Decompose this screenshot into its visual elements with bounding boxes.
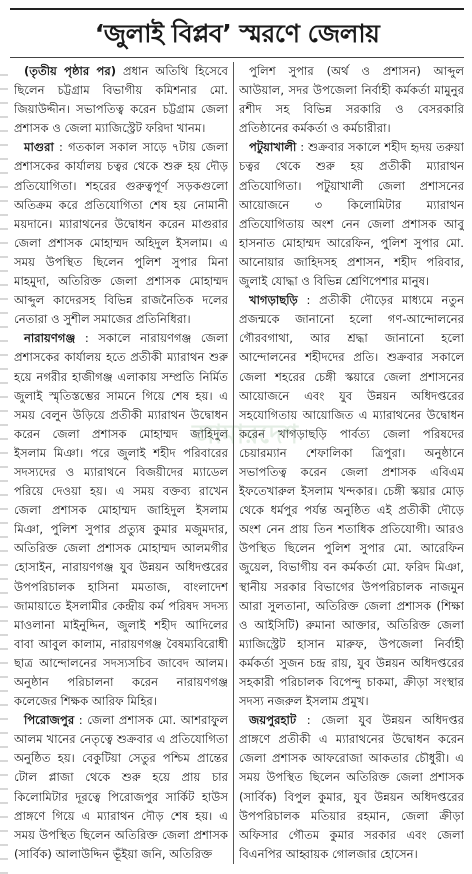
watermark-logo: আমারদেশ [191,420,299,450]
headline: ‘জুলাই বিপ্লব’ স্মরণে জেলায় [94,19,380,48]
article-column-left [14,62,228,870]
district-name: খাগড়াছড়ি [249,293,298,308]
paragraph-text: : প্রতীকী দৌড়ের মাধ্যমে নতুন প্রজন্মকে জানানো হলো গণ-আন্দোলনের গৌরবগাথা, আর শ্রদ্ধা জানানো হলো আন্দোলনের শহীদদের প্রতি। শুক্রবার সকালে জেলা শহরের চেঙ্গী স্কয়ারে জেলা প্রশাসনের আয়োজনে এবং যুব উন্নয়ন অধিদপ্তরের সহযোগিতায় আয়োজিত এ ম্যারাথনের উদ্বোধন করেন খাগড়াছড়ি পার্বত্য জেলা পরিষদের চেয়ারম্যান শেফালিকা ত্রিপুরা। অনুষ্ঠানে সভাপতিত্ব করেন জেলা প্রশাসক এবিএম ইফতেখারুল ইসলাম খন্দকার। চেঙ্গী স্কয়ার মোড় থেকে ধর্মপুর পর্যন্ত অনুষ্ঠিত এই প্রতীকী দৌড়ে অংশ নেন প্রায় তিন শতাধিক প্রতিযোগী। আরও উপস্থিত ছিলেন পুলিশ সুপার মো. আরেফিন জুয়েল, বিভাগীয় বন কর্মকর্তা মো. ফরিদ মিঞা, স্থানীয় সরকার বিভাগের উপপরিচালক নাজমুন আরা সুলতানা, অতিরিক্ত জেলা প্রশাসক (শিক্ষা ও আইসিটি) রুমানা আক্তার, অতিরিক্ত জেলা ম্যাজিস্ট্রেট হাসান মারুফ, উপজেলা নির্বাহী কর্মকর্তা সুজন চন্দ্র রায়, যুব উন্নয়ন অধিদপ্তরের সহকারী পরিচালক বিপেন্দু চাকমা, ক্রীড়া সংস্থার সদস্য নজরুল ইসলাম প্রমুখ। [239,293,464,709]
continued-paragraph [239,62,464,138]
continuation-paragraph [14,62,228,138]
continuation-reference: (তৃতীয় পৃষ্ঠার পর) [24,64,117,78]
paragraph-text: : গতকাল সকাল সাড়ে ৭টায় জেলা প্রশাসকের কার্যালয় চত্বর থেকে শুরু হয় দৌড় প্রতিযোগিতা। শহরের গুরুত্বপূর্ণ সড়কগুলো অতিক্রম করে প্রতিযোগিতা শেষ হয় নোমানী ময়দানে। ম্যারাথনের উদ্বোধন করেন মাগুরার জেলা প্রশাসক মোহাম্মদ অহিদুল ইসলাম। এ সময় উপস্থিত ছিলেন পুলিশ সুপার মিনা মাহমুদা, অতিরিক্ত জেলা প্রশাসক মোহাম্মদ আব্দুল কাদেরসহ বিভিন্ন রাজনৈতিক দলের নেতারা ও সুশীল সমাজের প্রতিনিধিরা। [14,140,228,327]
headline-rule [10,57,464,58]
paragraph-text: : জেলা প্রশাসক মো. আশরাফুল আলম খানের নেতৃত্বে শুক্রবার এ প্রতিযোগিতা অনুষ্ঠিত হয়। বেকুটিয়া সেতুর পশ্চিম প্রান্তের টোল প্লাজা থেকে শুরু হয়ে প্রায় চার কিলোমিটার দূরত্বে পিরোজপুর সার্কিট হাউস প্রাঙ্গণে গিয়ে এ ম্যারাথন দৌড় শেষ হয়। এ সময় উপস্থিত ছিলেন অতিরিক্ত জেলা প্রশাসক (সার্বিক) আলাউদ্দিন ভূঁইয়া জনি, অতিরিক্ত [14,713,228,861]
district-paragraph-magura [14,138,228,329]
district-name: পিরোজপুর [24,713,75,728]
paragraph-text: : সকালে নারায়ণগঞ্জ জেলা প্রশাসকের কার্যালয় হতে প্রতীকী ম্যারাথন শুরু হয়ে নগরীর হাজীগঞ্জ এলাকায় সম্প্রতি নির্মিত জুলাই স্মৃতিস্তম্ভের সামনে গিয়ে শেষ হয়। এ সময় বেলুন উড়িয়ে প্রতীকী ম্যারাথন উদ্বোধন করেন জেলা প্রশাসক মোহাম্মদ জাহিদুল ইসলাম মিঞা। পরে জুলাই শহীদ পরিবারের সদস্যদের ও ম্যারাথনে বিজয়ীদের ম্যাডেল পরিয়ে দেওয়া হয়। এ সময় বক্তব্য রাখেন জেলা প্রশাসক মোহাম্মদ জাহিদুল ইসলাম মিঞা, পুলিশ সুপার প্রত্যুষ কুমার মজুমদার, অতিরিক্ত জেলা প্রশাসক মোহাম্মদ আলমগীর হোসাইন, নারায়ণগঞ্জ যুব উন্নয়ন অধিদপ্তরের উপপরিচালক হাসিনা মমতাজ, বাংলাদেশ জামায়াতে ইসলামীর কেন্দ্রীয় কর্ম পরিষদ সদস্য মাওলানা মাইনুদ্দিন, জুলাই শহীদ আদিলের বাবা আবুল কালাম, নারায়ণগঞ্জ বৈষম্যবিরোধী ছাত্র আন্দোলনের সদস্যসচিব জাবেদ আলম। অনুষ্ঠান পরিচালনা করেন নারায়ণগঞ্জ কলেজের শিক্ষক আরিফ মিহির। [14,331,228,709]
adjacent-column-fragment [0,62,8,874]
paragraph-text: প্রধান অতিথি হিসেবে ছিলেন চট্টগ্রাম বিভাগীয় কমিশনার মো. জিয়াউদ্দীন। সভাপতিত্ব করেন চট্টগ্রাম জেলা প্রশাসক ও জেলা ম্যাজিস্ট্রেট ফরিদা খানম। [14,64,228,136]
top-rule [10,8,464,10]
district-paragraph-narayanganj [14,329,228,711]
column-divider [233,62,234,864]
paragraph-text: : জেলা যুব উন্নয়ন অধিদপ্তর প্রাঙ্গণে প্রতীকী এ ম্যারাথনের উদ্বোধন করেন জেলা প্রশাসক আফরোজা আকতার চৌধুরী। এ সময় উপস্থিত ছিলেন অতিরিক্ত জেলা প্রশাসক (সার্বিক) বিপুল কুমার, যুব উন্নয়ন অধিদপ্তরের উপপরিচালক মতিয়ার রহমান, জেলা ক্রীড়া অফিসার গৌতম কুমার সরকার এবং জেলা বিএনপির আহ্বায়ক গোলজার হোসেন। [239,713,464,861]
district-paragraph-joypurhat [239,711,464,864]
district-paragraph-khagrachari [239,291,464,711]
paragraph-text: পুলিশ সুপার (অর্থ ও প্রশাসন) আব্দুল আউয়াল, সদর উপজেলা নির্বাহী কর্মকর্তা মামুনুর রশীদ সহ বিভিন্ন সরকারি ও বেসরকারি প্রতিষ্ঠানের কর্মকর্তা ও কর্মচারীরা। [239,64,464,136]
district-paragraph-pirojpur [14,711,228,864]
district-paragraph-patuakhali [239,138,464,291]
district-name: মাগুরা [24,140,54,155]
district-name: নারায়ণগঞ্জ [24,331,76,346]
district-name: জয়পুরহাট [249,713,297,728]
paragraph-text: : শুক্রবার সকালে শহীদ হৃদয় তরুয়া চত্বর থেকে শুরু হয় প্রতীকী ম্যারাথন প্রতিযোগিতা। পটুয়াখালী জেলা প্রশাসনের আয়োজনে ৩ কিলোমিটার ম্যারাথন প্রতিযোগিতায় অংশ নেন জেলা প্রশাসক আবু হাসনাত মোহাম্মদ আরেফিন, পুলিশ সুপার মো. আনোয়ার জাহিদসহ প্রশাসন, শহীদ পরিবার, জুলাই যোদ্ধা ও বিভিন্ন শ্রেণিপেশার মানুষ। [239,140,464,289]
article-column-right [239,62,464,870]
district-name: পটুয়াখালী [249,140,297,155]
